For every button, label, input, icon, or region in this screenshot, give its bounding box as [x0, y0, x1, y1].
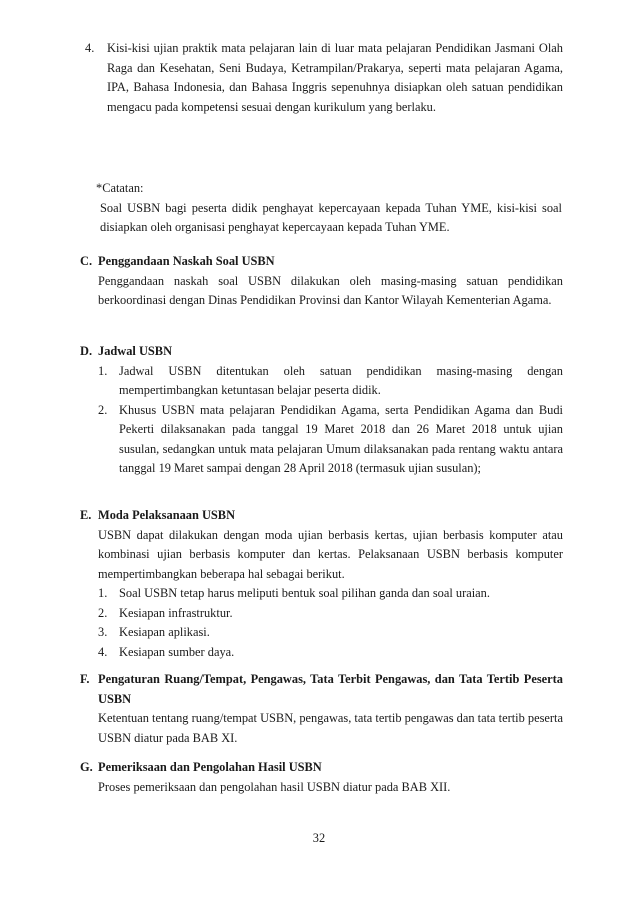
list-item-text: Kesiapan aplikasi. — [119, 625, 210, 639]
list-item — [98, 623, 563, 643]
numbered-list — [98, 362, 563, 479]
section-heading — [80, 670, 563, 709]
section-letter: F. — [80, 672, 90, 686]
list-item-text: Kisi-kisi ujian praktik mata pelajaran lain di luar mata pelajaran Pendidikan Jasmani Olah Raga dan Kesehatan, Seni Budaya, Ketrampilan/Prakarya, seperti mata pelajaran Agama, IPA, Bahasa Indonesia, dan Bahasa Inggris sepenuhnya disiapkan oleh satuan pendidikan mengacu pada kompetensi sesuai dengan kurikulum yang berlaku. — [107, 41, 563, 114]
section-heading — [80, 342, 563, 362]
section-heading — [80, 506, 563, 526]
list-item-text: Jadwal USBN ditentukan oleh satuan pendidikan masing-masing dengan mempertimbangkan ketuntasan belajar peserta didik. — [119, 363, 563, 397]
section-c — [80, 252, 563, 311]
section-title: Pemeriksaan dan Pengolahan Hasil USBN — [98, 760, 322, 774]
list-number: 1. — [98, 586, 108, 600]
section-title: Jadwal USBN — [98, 344, 173, 358]
section-letter: E. — [80, 508, 92, 522]
note-text: Soal USBN bagi peserta didik penghayat kepercayaan kepada Tuhan YME, kisi-kisi soal disiapkan oleh organisasi penghayat kepercayaan kepada Tuhan YME. — [100, 200, 562, 234]
list-item — [98, 362, 563, 401]
section-letter: C. — [80, 254, 93, 268]
section-f — [80, 670, 563, 748]
list-item-text: Soal USBN tetap harus meliputi bentuk soal pilihan ganda dan soal uraian. — [119, 586, 490, 600]
page-number: 32 — [312, 831, 326, 845]
note-label: *Catatan: — [96, 181, 144, 195]
list-item — [98, 643, 563, 663]
section-d — [80, 342, 563, 479]
list-item-4 — [85, 39, 563, 117]
list-number: 4. — [98, 644, 108, 659]
section-e — [80, 506, 563, 662]
list-number: 4. — [85, 41, 95, 55]
list-item-text: Kesiapan infrastruktur. — [119, 605, 233, 620]
section-paragraph: Penggandaan naskah soal USBN dilakukan oleh masing-masing satuan pendidikan berkoordinasi dengan Dinas Pendidikan Provinsi dan Kantor Wilayah Kementerian Agama. — [98, 273, 563, 307]
section-paragraph: USBN dapat dilakukan dengan moda ujian berbasis kertas, ujian berbasis komputer atau kombinasi ujian berbasis komputer dan kertas. Pelaksanaan USBN berbasis komputer mempertimbangkan beberapa hal sebagai berikut. — [98, 527, 563, 581]
section-heading — [80, 758, 563, 778]
list-number: 2. — [98, 402, 108, 417]
note-block — [96, 179, 562, 238]
list-item-text: Kesiapan sumber daya. — [119, 644, 235, 659]
list-item — [98, 604, 563, 624]
section-heading — [80, 252, 563, 272]
list-number: 3. — [98, 625, 108, 639]
section-title: Penggandaan Naskah Soal USBN — [98, 254, 275, 268]
section-title: Moda Pelaksanaan USBN — [98, 508, 236, 522]
section-letter: G. — [80, 760, 93, 774]
list-number: 2. — [98, 605, 108, 620]
section-paragraph: Proses pemeriksaan dan pengolahan hasil USBN diatur pada BAB XII. — [98, 779, 451, 794]
list-item — [98, 401, 563, 479]
list-item-text: Khusus USBN mata pelajaran Pendidikan Agama, serta Pendidikan Agama dan Budi Pekerti dilaksanakan pada tanggal 19 Maret 2018 dan 26 Maret 2018 untuk ujian susulan, sedangkan untuk mata pelajaran Umum dilaksanakan pada rentang waktu antara tanggal 19 Maret sampai dengan 28 April 2018 (termasuk ujian susulan); — [119, 402, 563, 475]
section-title: Pengaturan Ruang/Tempat, Pengawas, Tata Terbit Pengawas, dan Tata Tertib Peserta USBN — [98, 672, 563, 706]
list-number: 1. — [98, 363, 108, 378]
section-letter: D. — [80, 344, 93, 358]
section-g — [80, 758, 563, 797]
list-item — [98, 584, 563, 604]
numbered-list — [98, 584, 563, 662]
section-paragraph: Ketentuan tentang ruang/tempat USBN, pengawas, tata tertib pengawas dan tata tertib peserta USBN diatur pada BAB XI. — [98, 711, 563, 745]
